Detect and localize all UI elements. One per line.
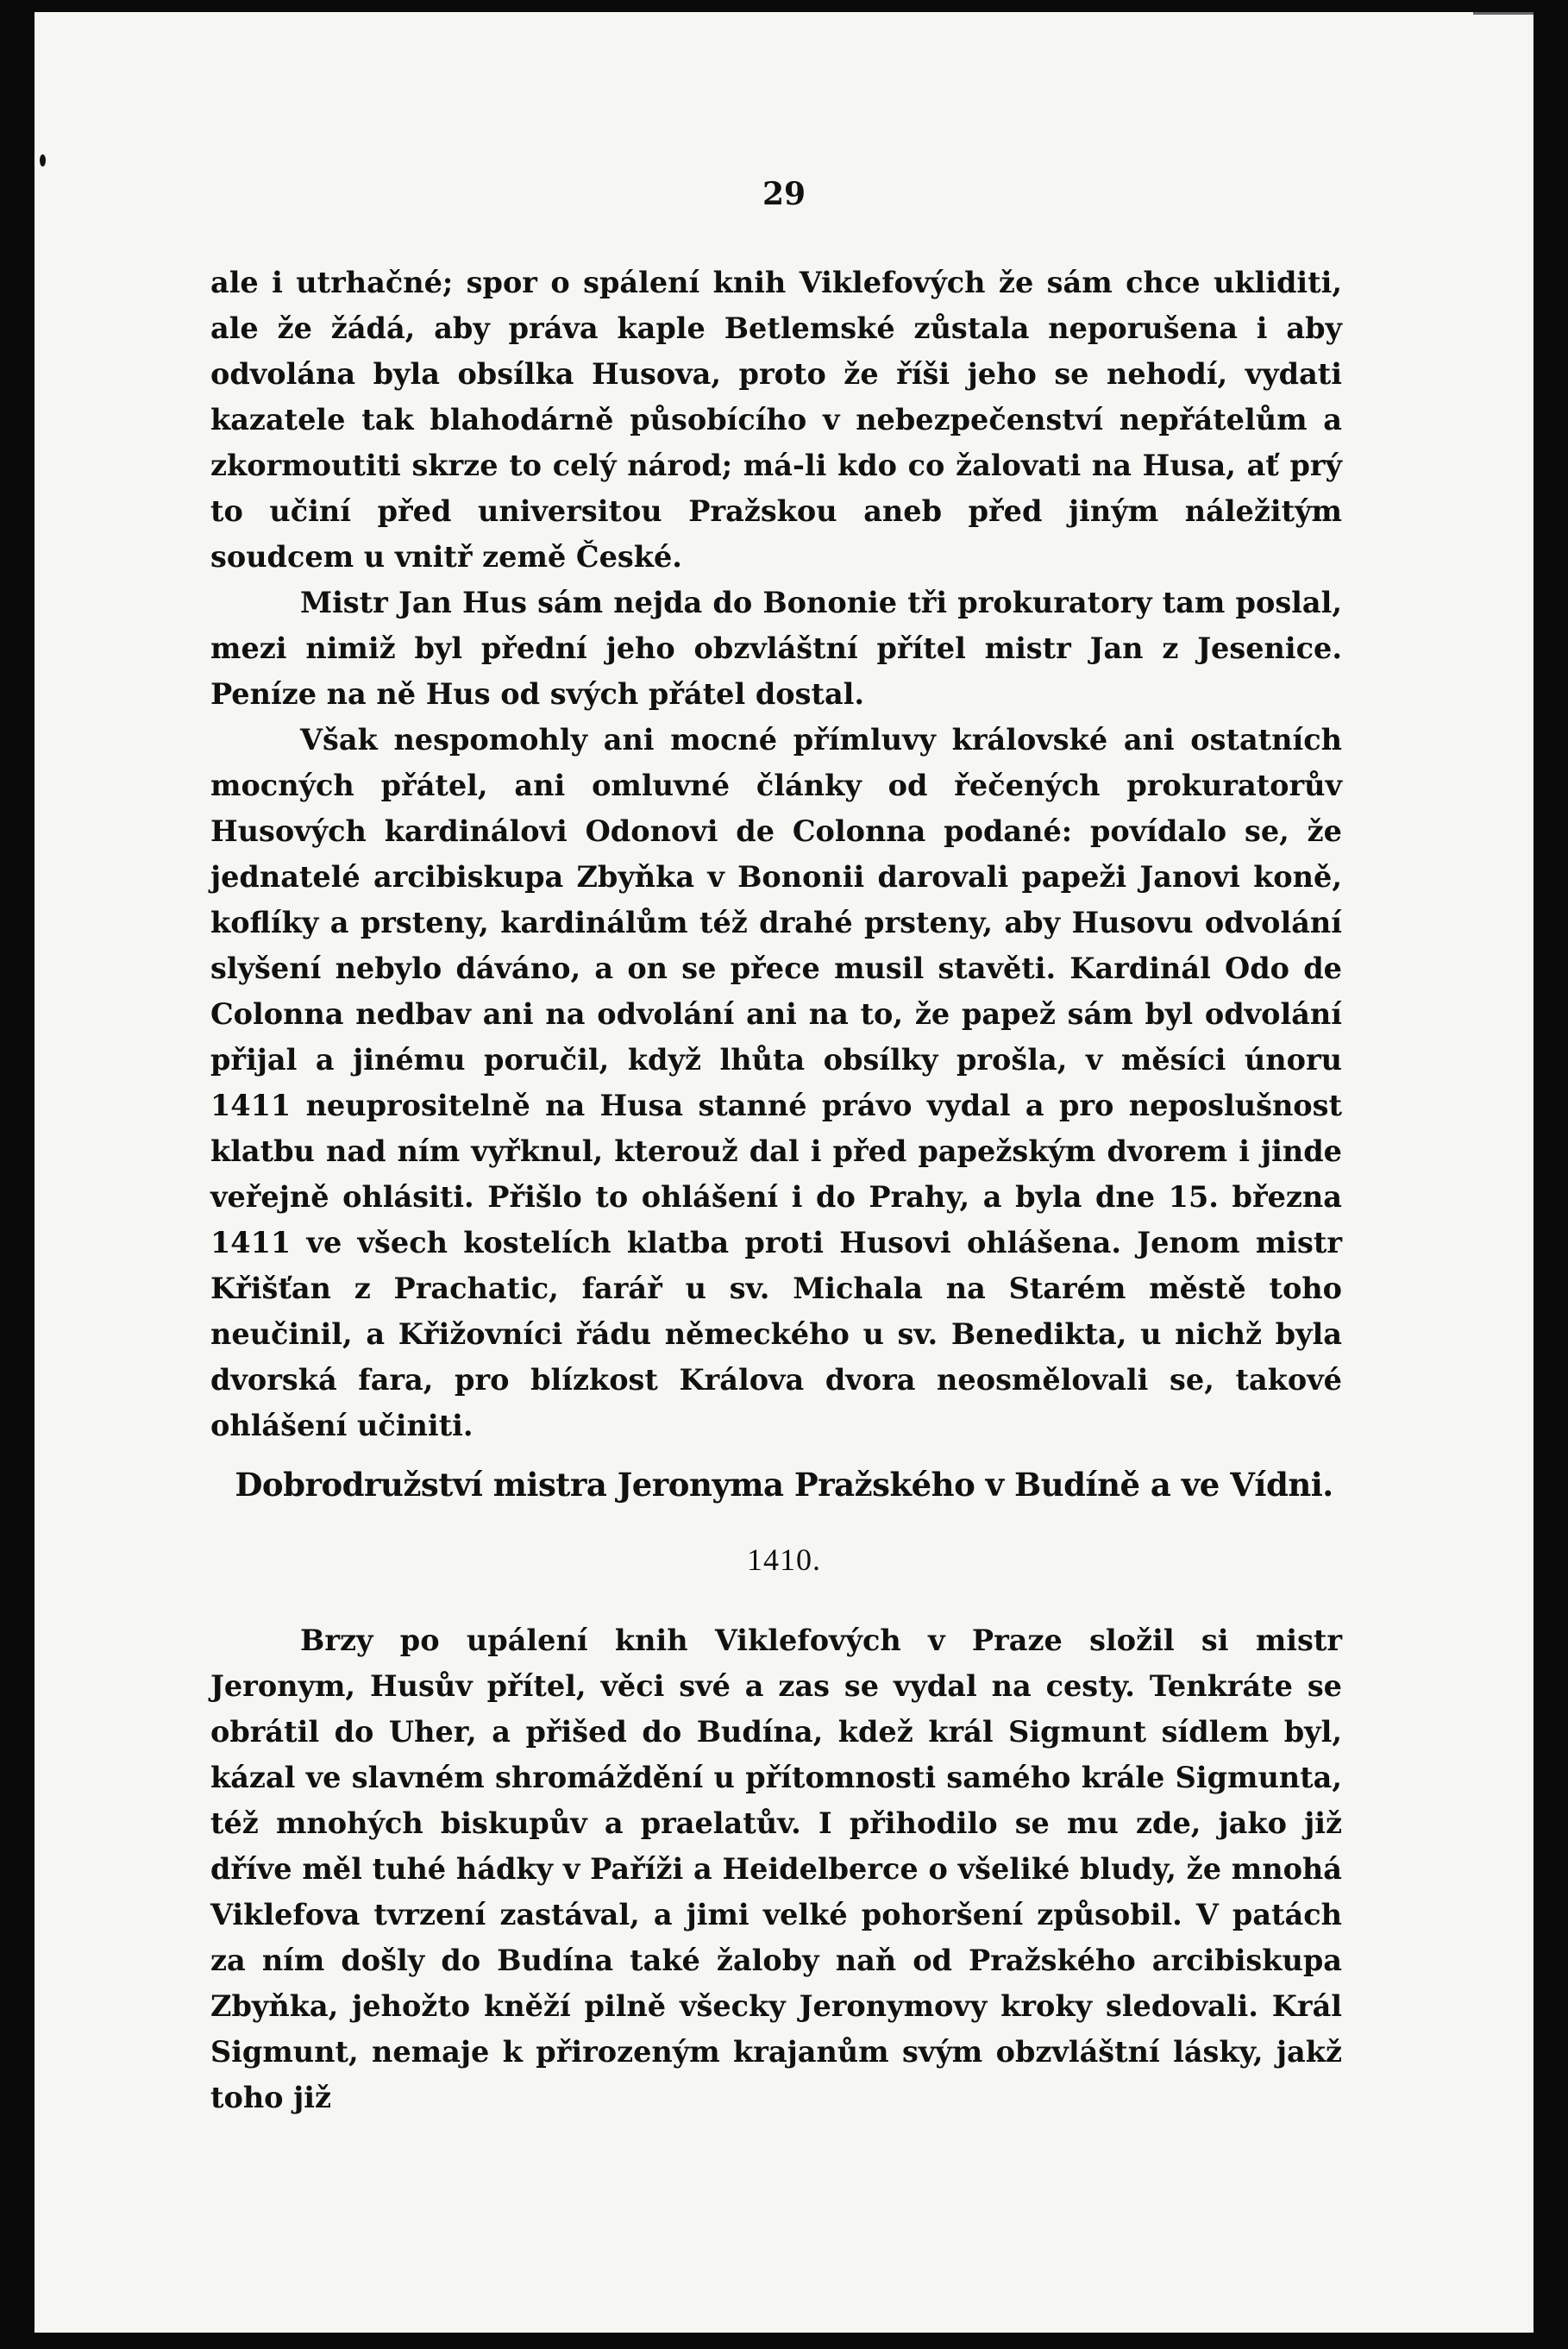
text-section-bottom bbox=[210, 1617, 1342, 2120]
paragraph: Mistr Jan Hus sám nejda do Bononie tři prokuratory tam poslal, mezi nimiž byl přední jeho obzvláštní přítel mistr Jan z Jesenice. Peníze na ně Hus od svých přátel dostal. bbox=[210, 586, 1342, 711]
section-year: 1410. bbox=[747, 1542, 821, 1577]
scan-speck bbox=[40, 154, 46, 166]
text-section-top bbox=[210, 260, 1342, 1448]
paragraph: Však nespomohly ani mocné přímluvy královské ani ostatních mocných přátel, ani omluvné články od řečených prokuratorův Husových kardinálovi Odonovi de Colonna podané: povídalo se, že jednatelé arcibiskupa Zbyňka v Bononii darovali papeži Janovi koně, koflíky a prsteny, kardinálům též drahé prsteny, aby Husovu odvolání slyšení nebylo dáváno, a on se přece musil stavěti. Kardinál Odo de Colonna nedbav ani na odvolání ani na to, že papež sám byl odvolání přijal a jinému poručil, když lhůta obsílky prošla, v měsíci únoru 1411 neuprositelně na Husa stanné právo vydal a pro neposlušnost klatbu nad ním vyřknul, kterouž dal i před papežským dvorem i jinde veřejně ohlásiti. Přišlo to ohlášení i do Prahy, a byla dne 15. března 1411 ve všech kostelích klatba proti Husovi ohlášena. Jenom mistr Křišťan z Prachatic, farář u sv. Michala na Starém městě toho neučinil, a Křižovníci řádu německého u sv. Benedikta, u nichž byla dvorská fara, pro blízkost Králova dvora neosmělovali se, takové ohlášení učiniti. bbox=[210, 723, 1342, 1442]
page-number: 29 bbox=[762, 176, 806, 212]
scan-edge-mark bbox=[1473, 12, 1534, 15]
paragraph: ale i utrhačné; spor o spálení knih Viklefových že sám chce ukliditi, ale že žádá, aby práva kaple Betlemské zůstala neporušena i aby odvolána byla obsílka Husova, proto že říši jeho se nehodí, vydati kazatele tak blahodárně působícího v nebezpečenství nepřátelům a zkormoutiti skrze to celý národ; má-li kdo co žalovati na Husa, ať prý to učiní před universitou Pražskou aneb před jiným náležitým soudcem u vnitř země České. bbox=[210, 266, 1342, 574]
book-page bbox=[34, 12, 1534, 2333]
section-heading: Dobrodružství mistra Jeronyma Pražského v Budíně a ve Vídni. bbox=[235, 1466, 1333, 1504]
paragraph: Brzy po upálení knih Viklefových v Praze složil si mistr Jeronym, Husův přítel, věci své a zas se vydal na cesty. Tenkráte se obrátil do Uher, a přišed do Budína, kdež král Sigmunt sídlem byl, kázal ve slavném shromáždění u přítomnosti samého krále Sigmunta, též mnohých biskupův a praelatův. I přihodilo se mu zde, jako již dříve měl tuhé hádky v Paříži a Heidelberce o všeliké bludy, že mnohá Viklefova tvrzení zastával, a jimi velké pohoršení způsobil. V patách za ním došly do Budína také žaloby naň od Pražského arcibiskupa Zbyňka, jehožto kněží pilně všecky Jeronymovy kroky sledovali. Král Sigmunt, nemaje k přirozeným krajanům svým obzvláštní lásky, jakž toho již bbox=[210, 1624, 1342, 2114]
